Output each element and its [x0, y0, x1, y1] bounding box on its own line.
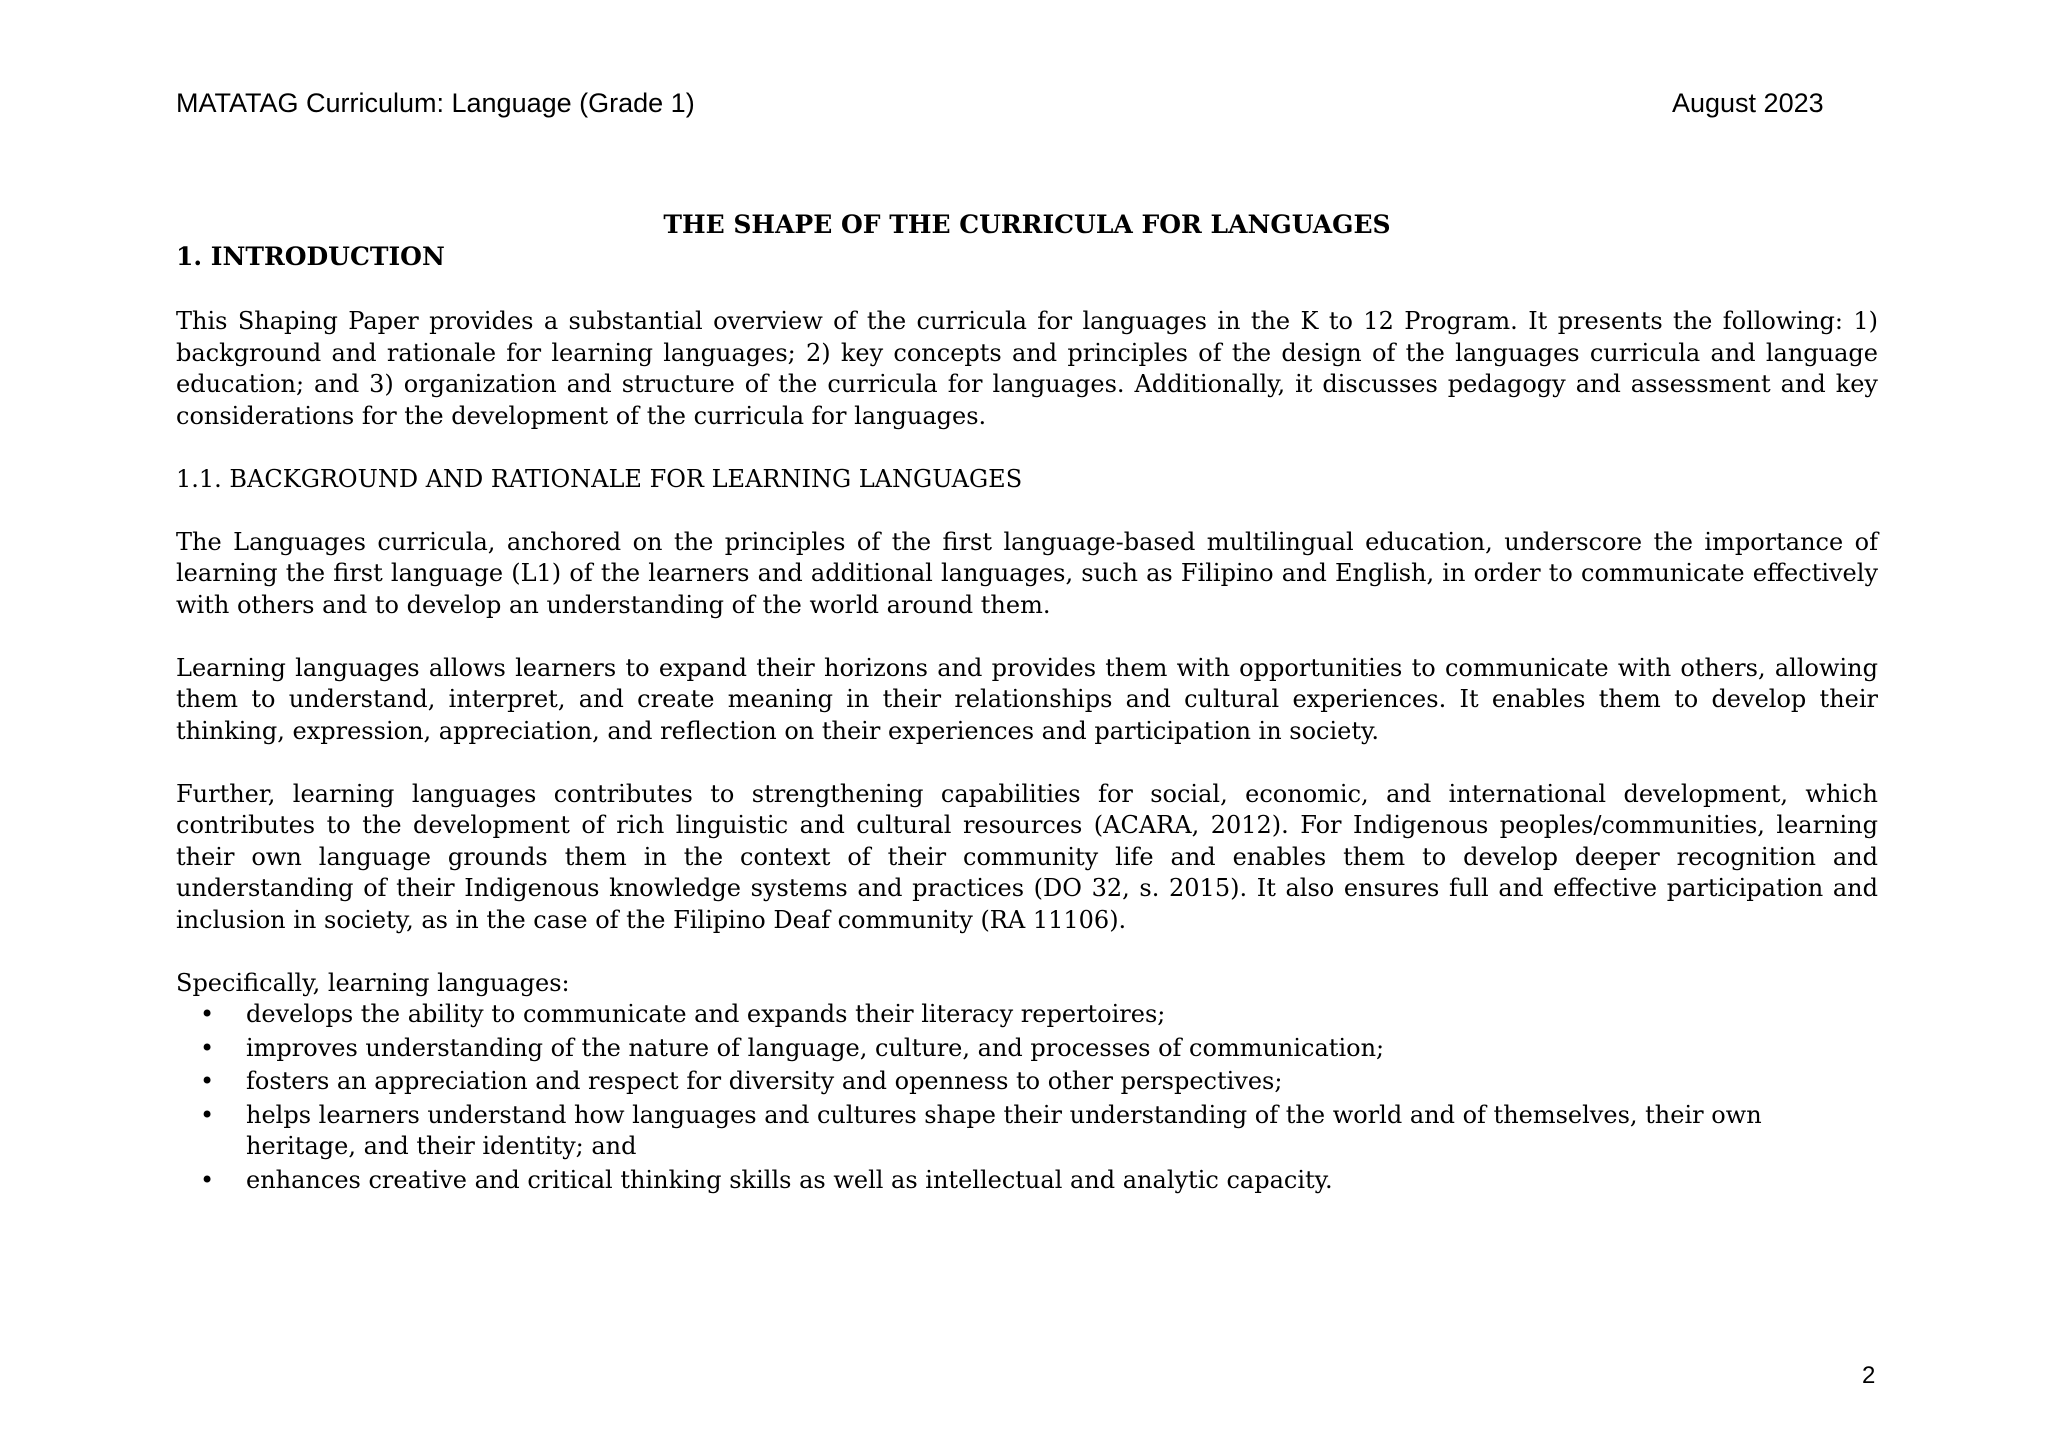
list-item — [176, 999, 1878, 1031]
running-header-date: August 2023 — [1672, 88, 1824, 118]
rationale-paragraph-1: The Languages curricula, anchored on the principles of the first language-based multilingual education, underscore the importance of learning the first language (L1) of the learners and additional languages, such as Filipino and English, in order to communicate effectively with others and to develop an understanding of the world around them. — [176, 527, 1878, 619]
running-header-title: MATATAG Curriculum: Language (Grade 1) — [176, 88, 695, 118]
list-item-text: enhances creative and critical thinking skills as well as intellectual and analytic capacity. — [246, 1165, 1333, 1194]
bullet-icon: • — [200, 1100, 215, 1129]
list-item — [176, 1100, 1878, 1163]
list-item-text: improves understanding of the nature of language, culture, and processes of communication; — [246, 1033, 1385, 1062]
bullet-icon: • — [200, 1000, 215, 1028]
list-item — [176, 1066, 1878, 1098]
rationale-paragraph-2: Learning languages allows learners to expand their horizons and provides them with opportunities to communicate with others, allowing them to understand, interpret, and create meaning in their relationships and cultural experiences. It enables them to develop their thinking, expression, appreciation, and reflection on their experiences and participation in society. — [176, 653, 1878, 745]
page-number: 2 — [1862, 1362, 1876, 1389]
list-item-text: develops the ability to communicate and expands their literacy repertoires; — [246, 1000, 1166, 1028]
document-title: THE SHAPE OF THE CURRICULA FOR LANGUAGES — [663, 210, 1391, 239]
list-item-text: helps learners understand how languages and cultures shape their understanding of the world and of themselves, their own heritage, and their identity; and — [246, 1100, 1762, 1160]
subsection-heading: 1.1. BACKGROUND AND RATIONALE FOR LEARNING LANGUAGES — [176, 464, 1023, 493]
list-item — [176, 1165, 1878, 1197]
rationale-paragraph-3: Further, learning languages contributes to strengthening capabilities for social, economic, and international development, which contributes to the development of rich linguistic and cultural resources (ACARA, 2012). For Indigenous peoples/communities, learning their own language grounds them in the context of their community life and enables them to develop deeper recognition and understanding of their Indigenous knowledge systems and practices (DO 32, s. 2015). It also ensures full and effective participation and inclusion in society, as in the case of the Filipino Deaf community (RA 11106). — [176, 779, 1878, 934]
list-item — [176, 1033, 1878, 1065]
benefits-list — [176, 999, 1878, 1196]
list-item-text: fosters an appreciation and respect for diversity and openness to other perspectives; — [246, 1067, 1283, 1095]
bullet-icon: • — [200, 1067, 215, 1095]
section-heading: 1. INTRODUCTION — [176, 242, 445, 271]
document-body — [176, 306, 1878, 1198]
bullet-icon: • — [200, 1033, 215, 1062]
intro-paragraph: This Shaping Paper provides a substantial overview of the curricula for languages in the K to 12 Program. It presents the following: 1) background and rationale for learning languages; 2) key concepts and principles of the design of the languages curricula and language education; and 3) organization and structure of the curricula for languages. Additionally, it discusses pedagogy and assessment and key considerations for the development of the curricula for languages. — [176, 307, 1878, 430]
list-intro: Specifically, learning languages: — [176, 968, 570, 997]
bullet-icon: • — [200, 1165, 215, 1194]
